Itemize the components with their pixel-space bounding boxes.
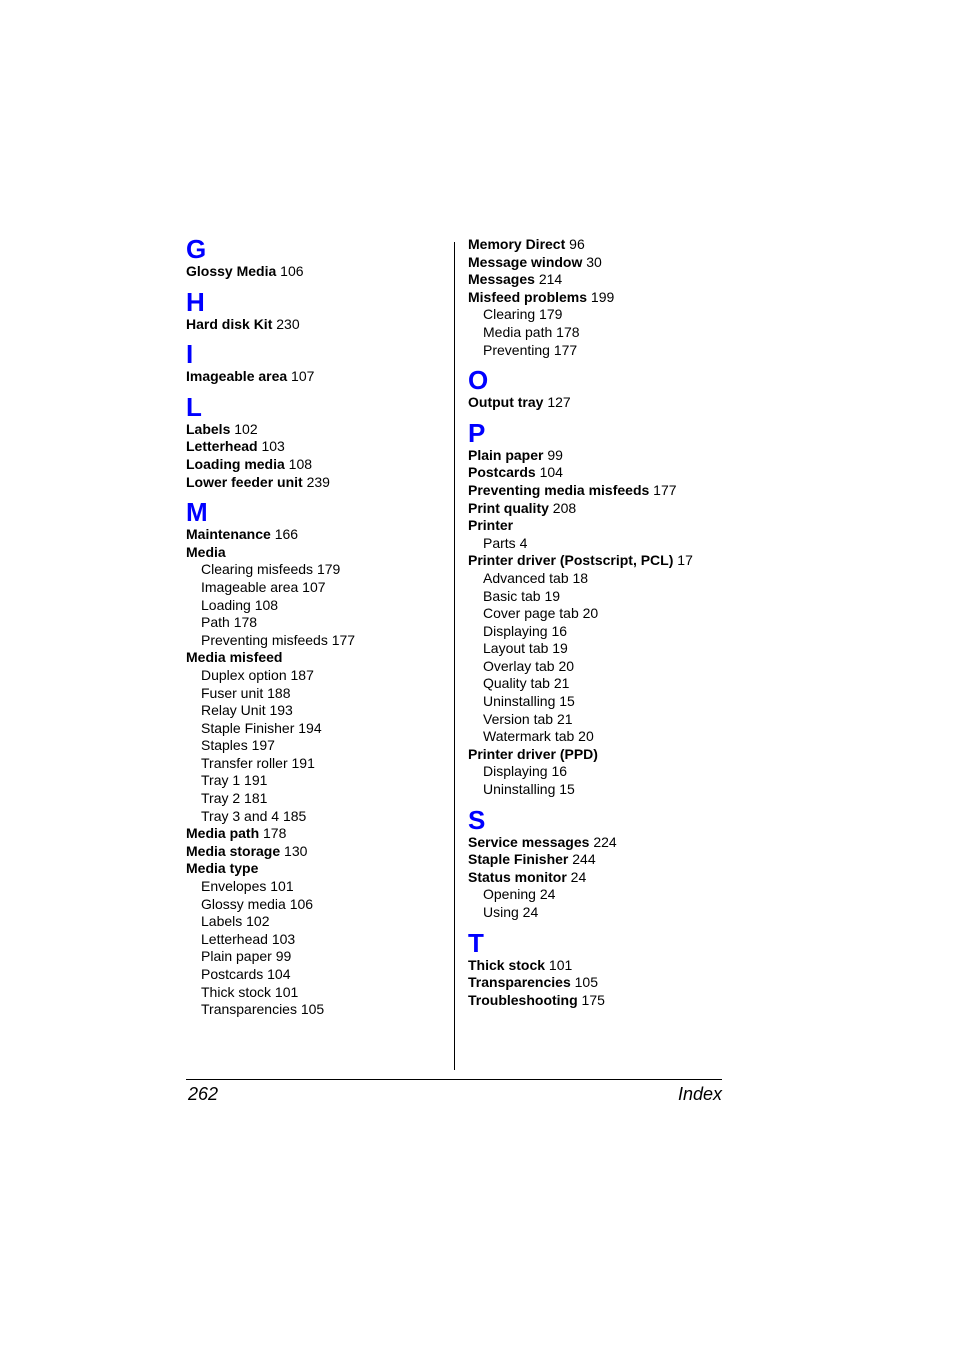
index-subentry: Letterhead 103 bbox=[201, 930, 296, 947]
index-subentry: Displaying 16 bbox=[483, 763, 568, 780]
index-entry bbox=[468, 394, 748, 412]
index-term: Media misfeed bbox=[186, 649, 283, 666]
index-entry bbox=[468, 869, 748, 887]
index-section bbox=[186, 236, 448, 281]
index-entry bbox=[468, 957, 748, 975]
index-page-ref: 166 bbox=[270, 526, 299, 543]
index-term: Message window bbox=[468, 253, 583, 270]
index-subentry: Relay Unit 193 bbox=[201, 702, 293, 719]
index-page-ref: 104 bbox=[535, 464, 563, 481]
index-entry bbox=[468, 464, 748, 482]
index-term: Lower feeder unit bbox=[186, 473, 303, 490]
index-subentry: Basic tab 19 bbox=[483, 587, 561, 604]
index-subentry: Uninstalling 15 bbox=[483, 693, 575, 710]
index-entry bbox=[468, 289, 748, 307]
index-letter-heading: S bbox=[468, 804, 486, 835]
index-letter-heading: I bbox=[186, 339, 194, 370]
footer-rule bbox=[186, 1079, 722, 1080]
index-section bbox=[468, 417, 748, 799]
page-number: 262 bbox=[188, 1084, 219, 1104]
index-term: Hard disk Kit bbox=[186, 315, 273, 332]
index-page-ref: 244 bbox=[568, 851, 596, 868]
index-letter-heading: L bbox=[186, 391, 202, 422]
index-subentry: Displaying 16 bbox=[483, 622, 568, 639]
index-page-ref: 175 bbox=[577, 991, 605, 1008]
index-subentry: Advanced tab 18 bbox=[483, 569, 589, 586]
index-subentry: Tray 2 181 bbox=[201, 790, 268, 807]
index-entry bbox=[468, 500, 748, 518]
index-page-ref: 130 bbox=[280, 842, 308, 859]
index-entry bbox=[186, 421, 448, 439]
index-term: Printer driver (PPD) bbox=[468, 745, 598, 762]
index-letter-heading: P bbox=[468, 417, 486, 448]
index-page-ref: 107 bbox=[287, 368, 315, 385]
index-entry bbox=[468, 482, 748, 500]
index-term: Media bbox=[186, 543, 226, 560]
index-entry bbox=[186, 263, 448, 281]
index-term: Memory Direct bbox=[468, 236, 566, 252]
index-term: Service messages bbox=[468, 833, 590, 850]
section-title: Index bbox=[677, 1084, 722, 1104]
index-term: Media path bbox=[186, 825, 260, 842]
column-divider bbox=[454, 242, 455, 1070]
index-subentry: Thick stock 101 bbox=[201, 983, 299, 1000]
index-subentry: Path 178 bbox=[201, 614, 258, 631]
index-entry bbox=[468, 851, 748, 869]
index-entry bbox=[186, 316, 448, 334]
index-subentry: Uninstalling 15 bbox=[483, 781, 575, 798]
index-page-ref: 96 bbox=[565, 236, 585, 252]
index-page-ref: 208 bbox=[548, 499, 577, 516]
index-page-ref: 199 bbox=[587, 288, 615, 305]
index-page-ref: 30 bbox=[582, 253, 602, 270]
index-term: Media type bbox=[186, 860, 259, 877]
index-subentry: Quality tab 21 bbox=[483, 675, 570, 692]
index-entry bbox=[468, 236, 748, 254]
index-term: Imageable area bbox=[186, 368, 288, 385]
index-term: Preventing media misfeeds bbox=[468, 481, 650, 498]
index-term: Letterhead bbox=[186, 438, 258, 455]
index-entry bbox=[468, 992, 748, 1010]
index-subentry: Loading 108 bbox=[201, 596, 279, 613]
index-subentry: Transparencies 105 bbox=[201, 1001, 325, 1018]
index-subentry: Cover page tab 20 bbox=[483, 605, 599, 622]
index-letter-heading: G bbox=[186, 234, 207, 264]
index-entry bbox=[186, 526, 448, 544]
index-term: Media storage bbox=[186, 842, 281, 859]
index-page-ref: 127 bbox=[543, 394, 571, 411]
index-page-ref: 17 bbox=[673, 552, 693, 569]
index-subentry: Version tab 21 bbox=[483, 710, 573, 727]
index-term: Troubleshooting bbox=[468, 991, 578, 1008]
index-subentry: Duplex option 187 bbox=[201, 666, 314, 683]
index-term: Transparencies bbox=[468, 974, 571, 991]
index-column-right bbox=[468, 236, 748, 1017]
index-term: Output tray bbox=[468, 394, 544, 411]
index-term: Maintenance bbox=[186, 526, 271, 543]
index-page-ref: 106 bbox=[276, 263, 304, 279]
index-entry bbox=[186, 860, 448, 878]
index-subentry: Media path 178 bbox=[483, 323, 580, 340]
index-subentry: Using 24 bbox=[483, 904, 539, 920]
index-page-ref: 105 bbox=[570, 974, 598, 991]
index-subentry: Preventing 177 bbox=[483, 341, 578, 358]
index-page-ref: 102 bbox=[230, 420, 258, 437]
index-subentry: Envelopes 101 bbox=[201, 878, 294, 895]
index-subentry: Postcards 104 bbox=[201, 966, 291, 982]
index-subentry: Watermark tab 20 bbox=[483, 728, 594, 745]
index-subentry: Preventing misfeeds 177 bbox=[201, 631, 356, 648]
index-entry bbox=[468, 254, 748, 272]
index-subentry: Parts 4 bbox=[483, 534, 528, 551]
index-term: Thick stock bbox=[468, 956, 546, 973]
index-section bbox=[186, 341, 448, 386]
index-subentry: Layout tab 19 bbox=[483, 640, 568, 657]
index-letter-heading: M bbox=[186, 497, 208, 528]
index-letter-heading: H bbox=[186, 286, 205, 317]
index-term: Loading media bbox=[186, 455, 285, 472]
index-column-left bbox=[186, 236, 448, 1027]
index-section bbox=[468, 367, 748, 412]
index-term: Labels bbox=[186, 420, 231, 437]
index-entry bbox=[468, 552, 748, 570]
index-entry bbox=[186, 368, 448, 386]
index-term: Postcards bbox=[468, 464, 536, 481]
index-page-ref: 214 bbox=[534, 271, 563, 288]
index-entry bbox=[186, 649, 448, 667]
index-subentry: Staple Finisher 194 bbox=[201, 719, 322, 736]
index-entry bbox=[468, 974, 748, 992]
index-subentry: Clearing 179 bbox=[483, 306, 563, 323]
index-subentry: Staples 197 bbox=[201, 737, 275, 754]
index-subentry: Plain paper 99 bbox=[201, 948, 292, 965]
index-page-ref: 224 bbox=[589, 833, 617, 850]
index-page-ref: 177 bbox=[649, 481, 677, 498]
index-subentry: Fuser unit 188 bbox=[201, 684, 291, 701]
index-term: Misfeed problems bbox=[468, 288, 588, 305]
index-page-ref: 103 bbox=[257, 438, 285, 455]
index-subentry: Tray 1 191 bbox=[201, 772, 268, 789]
index-entry bbox=[468, 271, 748, 289]
index-section bbox=[468, 236, 748, 359]
index-entry bbox=[468, 447, 748, 465]
index-page-ref: 99 bbox=[543, 446, 563, 463]
index-term: Print quality bbox=[468, 499, 549, 516]
index-term: Printer bbox=[468, 517, 514, 534]
index-section bbox=[468, 804, 748, 922]
index-section bbox=[186, 499, 448, 1019]
index-term: Glossy Media bbox=[186, 263, 277, 279]
index-term: Staple Finisher bbox=[468, 851, 569, 868]
index-entry bbox=[468, 517, 748, 535]
index-entry bbox=[186, 456, 448, 474]
index-page-ref: 178 bbox=[259, 825, 287, 842]
index-term: Status monitor bbox=[468, 868, 567, 885]
index-term: Messages bbox=[468, 271, 535, 288]
index-term: Printer driver (Postscript, PCL) bbox=[468, 552, 674, 569]
index-page-ref: 24 bbox=[566, 868, 587, 885]
index-entry bbox=[186, 474, 448, 492]
index-entry bbox=[468, 834, 748, 852]
index-section bbox=[468, 927, 748, 1010]
index-subentry: Labels 102 bbox=[201, 913, 270, 930]
index-letter-heading: O bbox=[468, 365, 489, 396]
index-subentry: Glossy media 106 bbox=[201, 895, 314, 912]
index-term: Plain paper bbox=[468, 446, 544, 463]
index-section bbox=[186, 286, 448, 334]
index-subentry: Tray 3 and 4 185 bbox=[201, 807, 307, 824]
index-page-ref: 101 bbox=[545, 956, 573, 973]
index-entry bbox=[186, 544, 448, 562]
index-subentry: Overlay tab 20 bbox=[483, 657, 575, 674]
index-subentry: Imageable area 107 bbox=[201, 578, 326, 595]
index-section bbox=[186, 391, 448, 491]
index-subentry: Transfer roller 191 bbox=[201, 754, 315, 771]
index-entry bbox=[186, 438, 448, 456]
index-subentry: Opening 24 bbox=[483, 886, 556, 903]
index-page-ref: 108 bbox=[284, 455, 313, 472]
index-page-ref: 239 bbox=[302, 473, 330, 490]
index-subentry: Clearing misfeeds 179 bbox=[201, 561, 341, 578]
index-page-ref: 230 bbox=[272, 315, 300, 332]
index-entry bbox=[186, 825, 448, 843]
index-letter-heading: T bbox=[468, 927, 484, 958]
index-entry bbox=[468, 746, 748, 764]
index-entry bbox=[186, 843, 448, 861]
